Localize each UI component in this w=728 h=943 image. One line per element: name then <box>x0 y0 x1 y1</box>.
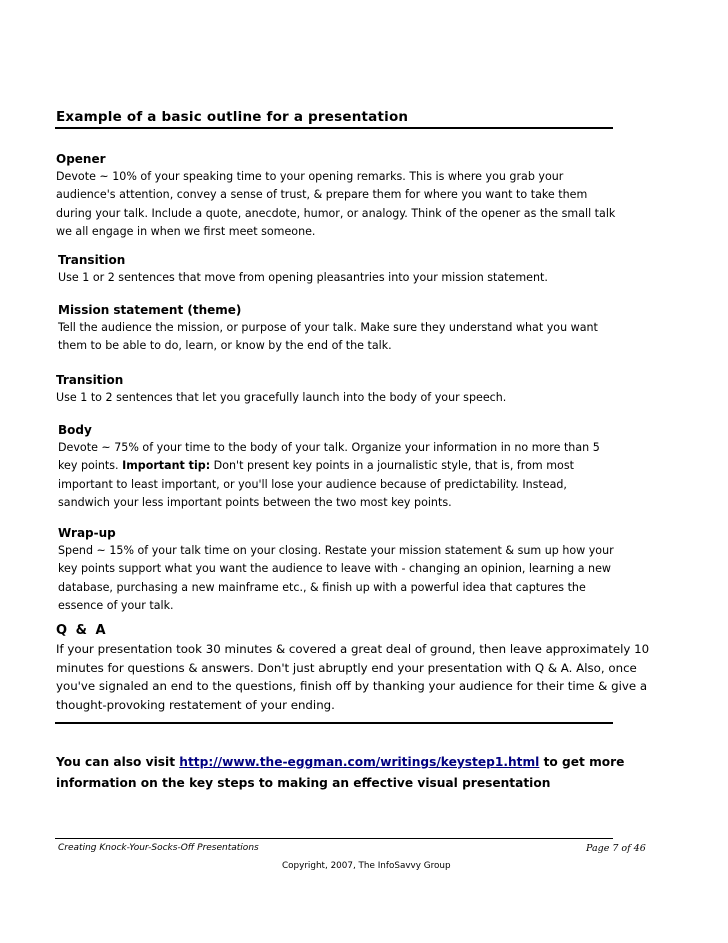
text-line: Tell the audience the mission, or purpose of your talk. Make sure they understand what you want <box>58 321 598 334</box>
eggman-link[interactable]: http://www.the-eggman.com/writings/keystep1.html <box>179 755 540 769</box>
section-text <box>58 319 598 356</box>
text-line: essence of your talk. <box>58 598 174 612</box>
footer-copyright: Copyright, 2007, The InfoSavvy Group <box>282 861 451 871</box>
section-transition-1 <box>58 251 548 287</box>
text-line <box>58 457 600 475</box>
section-heading: Wrap-up <box>58 526 116 540</box>
section-mission-statement <box>58 301 598 356</box>
text-line: important to least important, or you'll lose your audience because of predictability. Instead, <box>58 477 567 491</box>
text-line: Devote ~ 10% of your speaking time to your opening remarks. This is where you grab your <box>56 170 564 183</box>
text-line: key points support what you want the audience to leave with - changing an opinion, learning a new <box>58 562 611 576</box>
section-heading: Transition <box>58 253 126 267</box>
text-line: Devote ~ 75% of your time to the body of your talk. Organize your information in no more than 5 <box>58 441 600 454</box>
text-line: minutes for questions & answers. Don't just abruptly end your presentation with Q & A. Also, once <box>56 660 637 675</box>
section-text <box>58 542 614 615</box>
section-q-and-a <box>56 622 649 715</box>
text-line: sandwich your less important points between the two most key points. <box>58 495 452 509</box>
text-line: database, purchasing a new mainframe etc., & finish up with a powerful idea that captures the <box>58 580 586 594</box>
text-fragment: Don't present key points in a journalistic style, that is, from most <box>210 459 574 473</box>
text-line: Use 1 or 2 sentences that move from opening pleasantries into your mission statement. <box>58 271 548 284</box>
important-tip-label: Important tip: <box>122 459 211 473</box>
text-line: Use 1 to 2 sentences that let you gracefully launch into the body of your speech. <box>56 391 507 404</box>
footer-divider <box>55 838 613 839</box>
footer-document-title: Creating Knock-Your-Socks-Off Presentations <box>58 843 259 853</box>
title-underline <box>55 127 613 129</box>
section-opener <box>56 150 615 241</box>
text-line: during your talk. Include a quote, anecdote, humor, or analogy. Think of the opener as the small talk <box>56 206 616 220</box>
text-line <box>56 752 636 773</box>
section-text <box>56 640 649 715</box>
section-text <box>56 389 506 407</box>
section-wrap-up <box>58 524 614 615</box>
text-line: If your presentation took 30 minutes & covered a great deal of ground, then leave approximately 10 <box>56 642 650 656</box>
section-divider <box>55 722 613 724</box>
section-transition-2 <box>56 371 506 407</box>
section-heading: Transition <box>56 373 124 387</box>
text-fragment: to get more <box>539 755 625 769</box>
text-fragment: You can also visit <box>56 755 180 769</box>
text-line: thought-provoking restatement of your ending. <box>56 698 335 713</box>
text-line: information on the key steps to making an effective visual presentation <box>56 776 551 790</box>
text-line: you've signaled an end to the questions, finish off by thanking your audience for their time & give a <box>56 679 648 694</box>
footer-page-number: Page 7 of 46 <box>586 843 646 854</box>
further-info-note <box>56 752 636 794</box>
section-heading: Opener <box>56 152 106 166</box>
text-line: we all engage in when we first meet someone. <box>56 224 316 238</box>
section-text <box>56 168 615 241</box>
text-fragment: key points. <box>58 459 123 473</box>
section-heading: Mission statement (theme) <box>58 303 242 317</box>
section-heading: Q & A <box>56 623 108 638</box>
section-text <box>58 439 600 512</box>
text-line: Spend ~ 15% of your talk time on your closing. Restate your mission statement & sum up how your <box>58 544 614 557</box>
text-line: audience's attention, convey a sense of trust, & prepare them for where you want to take them <box>56 188 588 202</box>
section-text <box>58 269 548 287</box>
section-heading: Body <box>58 423 92 437</box>
text-line: them to be able to do, learn, or know by the end of the talk. <box>58 339 392 353</box>
section-body <box>58 421 600 512</box>
page-title: Example of a basic outline for a presentation <box>56 109 409 125</box>
